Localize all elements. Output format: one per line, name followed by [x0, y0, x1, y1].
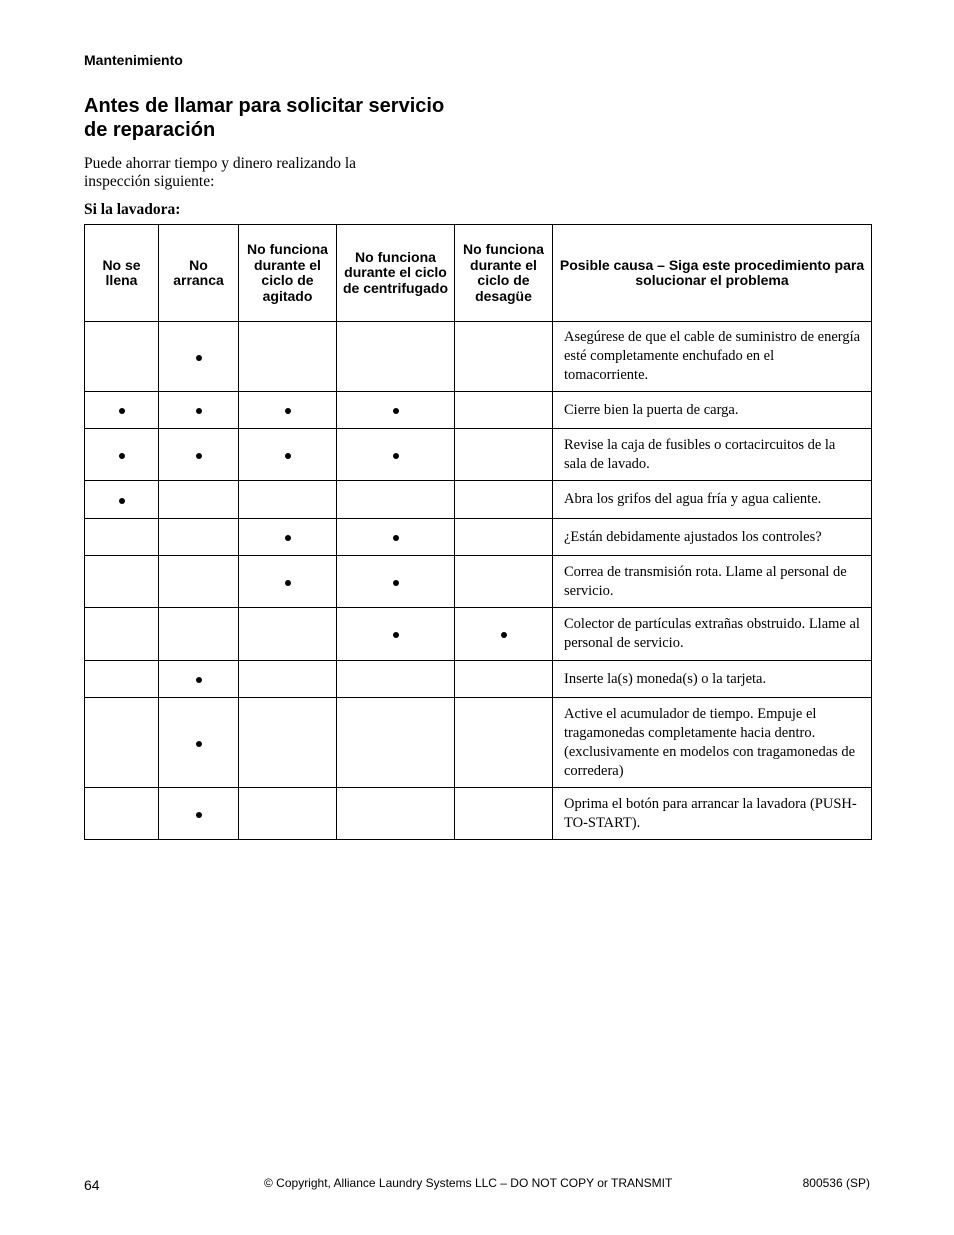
bullet-icon [501, 632, 507, 638]
symptom-cell [85, 608, 159, 661]
bullet-icon [285, 408, 291, 414]
symptom-cell [159, 322, 239, 392]
cause-cell: Abra los grifos del agua fría y agua caliente. [553, 481, 872, 519]
symptom-cell [239, 608, 337, 661]
bullet-icon [119, 408, 125, 414]
section-label: Mantenimiento [84, 52, 183, 68]
header-no-drain: No funciona durante el ciclo de desagüe [455, 225, 553, 322]
bullet-icon [393, 632, 399, 638]
table-row [85, 429, 872, 481]
table-row [85, 788, 872, 840]
symptom-cell [159, 661, 239, 698]
symptom-cell [85, 661, 159, 698]
document-id: 800536 (SP) [802, 1176, 870, 1190]
bullet-icon [285, 535, 291, 541]
symptom-cell [337, 392, 455, 429]
symptom-cell [337, 608, 455, 661]
symptom-cell [337, 788, 455, 840]
copyright-notice: © Copyright, Alliance Laundry Systems LLC – DO NOT COPY or TRANSMIT [264, 1176, 673, 1190]
symptom-cell [337, 429, 455, 481]
header-possible-cause: Posible causa – Siga este procedimiento para solucionar el problema [553, 225, 872, 322]
symptom-cell [159, 392, 239, 429]
symptom-cell [337, 698, 455, 788]
bullet-icon [196, 741, 202, 747]
cause-cell: Active el acumulador de tiempo. Empuje el tragamonedas completamente hacia dentro. (exclusivamente en modelos con tragamonedas de corredera) [553, 698, 872, 788]
symptom-cell [85, 322, 159, 392]
symptom-cell [455, 608, 553, 661]
cause-cell: Cierre bien la puerta de carga. [553, 392, 872, 429]
symptom-cell [455, 788, 553, 840]
symptom-cell [337, 556, 455, 608]
bullet-icon [196, 677, 202, 683]
table-row [85, 608, 872, 661]
symptom-cell [159, 788, 239, 840]
cause-cell: Correa de transmisión rota. Llame al personal de servicio. [553, 556, 872, 608]
bullet-icon [119, 453, 125, 459]
symptom-cell [337, 481, 455, 519]
header-no-fill: No se llena [85, 225, 159, 322]
symptom-cell [159, 608, 239, 661]
cause-cell: Oprima el botón para arrancar la lavadora (PUSH-TO-START). [553, 788, 872, 840]
table-row [85, 322, 872, 392]
bullet-icon [393, 580, 399, 586]
symptom-cell [239, 556, 337, 608]
header-no-start: No arranca [159, 225, 239, 322]
header-no-spin: No funciona durante el ciclo de centrifugado [337, 225, 455, 322]
symptom-cell [159, 429, 239, 481]
bullet-icon [119, 498, 125, 504]
page-number: 64 [84, 1177, 100, 1193]
bullet-icon [285, 453, 291, 459]
symptom-cell [455, 429, 553, 481]
symptom-cell [239, 661, 337, 698]
symptom-cell [239, 481, 337, 519]
bullet-icon [196, 355, 202, 361]
table-header-row [85, 225, 872, 322]
symptom-cell [337, 661, 455, 698]
bullet-icon [393, 408, 399, 414]
bullet-icon [285, 580, 291, 586]
bullet-icon [196, 453, 202, 459]
troubleshooting-table [84, 224, 872, 840]
table-row [85, 481, 872, 519]
header-no-agitate: No funciona durante el ciclo de agitado [239, 225, 337, 322]
symptom-cell [85, 556, 159, 608]
symptom-cell [159, 556, 239, 608]
table-subheading: Si la lavadora: [84, 201, 181, 218]
bullet-icon [196, 408, 202, 414]
intro-text: Puede ahorrar tiempo y dinero realizando la inspección siguiente: [84, 155, 356, 190]
symptom-cell [85, 788, 159, 840]
symptom-cell [337, 519, 455, 556]
symptom-cell [455, 392, 553, 429]
cause-cell: Inserte la(s) moneda(s) o la tarjeta. [553, 661, 872, 698]
symptom-cell [239, 698, 337, 788]
bullet-icon [196, 812, 202, 818]
cause-cell: Revise la caja de fusibles o cortacircuitos de la sala de lavado. [553, 429, 872, 481]
symptom-cell [159, 519, 239, 556]
cause-cell: Colector de partículas extrañas obstruido. Llame al personal de servicio. [553, 608, 872, 661]
symptom-cell [455, 322, 553, 392]
table-row [85, 392, 872, 429]
symptom-cell [85, 481, 159, 519]
symptom-cell [85, 698, 159, 788]
cause-cell: Asegúrese de que el cable de suministro de energía esté completamente enchufado en el tomacorriente. [553, 322, 872, 392]
symptom-cell [85, 519, 159, 556]
table-row [85, 661, 872, 698]
symptom-cell [239, 519, 337, 556]
symptom-cell [455, 481, 553, 519]
symptom-cell [85, 392, 159, 429]
symptom-cell [239, 788, 337, 840]
symptom-cell [455, 698, 553, 788]
symptom-cell [337, 322, 455, 392]
bullet-icon [393, 535, 399, 541]
table-row [85, 698, 872, 788]
symptom-cell [455, 556, 553, 608]
table-row [85, 556, 872, 608]
symptom-cell [455, 661, 553, 698]
symptom-cell [455, 519, 553, 556]
bullet-icon [393, 453, 399, 459]
symptom-cell [239, 429, 337, 481]
symptom-cell [159, 698, 239, 788]
page-title: Antes de llamar para solicitar servicio de reparación [84, 95, 445, 141]
table-row [85, 519, 872, 556]
symptom-cell [239, 392, 337, 429]
symptom-cell [85, 429, 159, 481]
cause-cell: ¿Están debidamente ajustados los controles? [553, 519, 872, 556]
symptom-cell [239, 322, 337, 392]
symptom-cell [159, 481, 239, 519]
